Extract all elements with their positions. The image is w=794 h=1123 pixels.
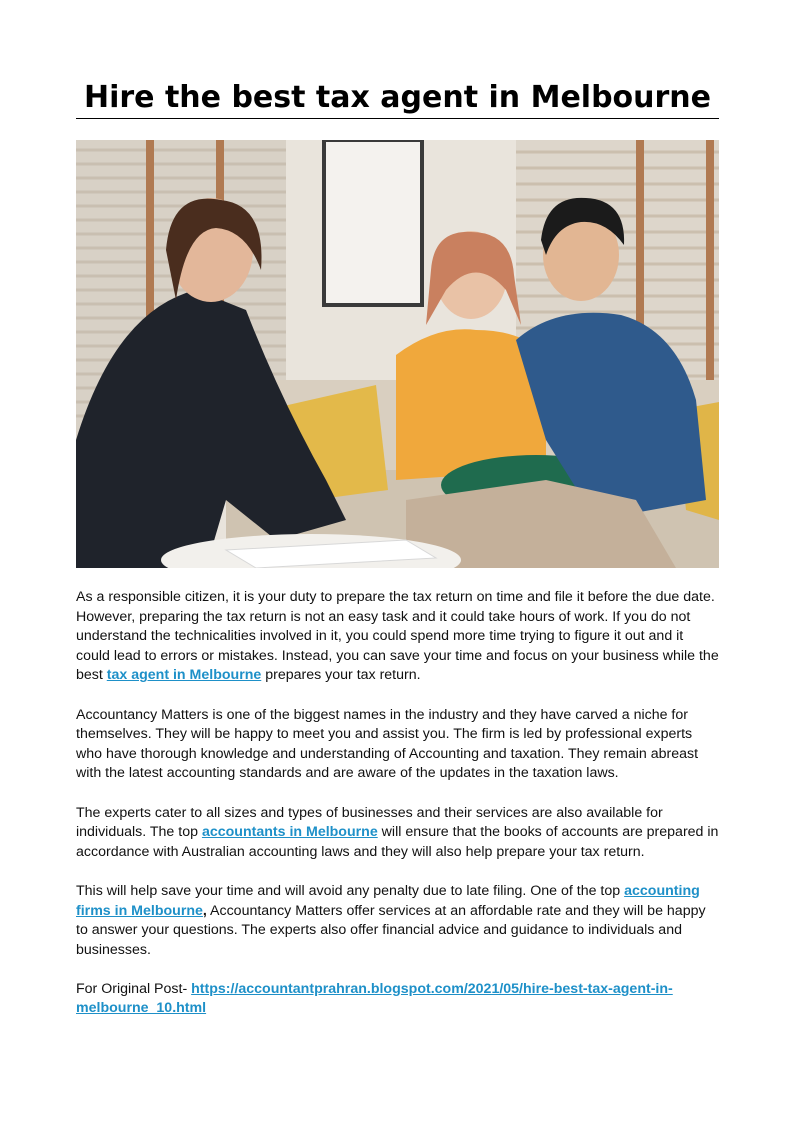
paragraph-1-text-b: prepares your tax return.: [261, 667, 421, 684]
paragraph-4-comma: ,: [202, 902, 207, 919]
hero-photo: [76, 140, 719, 568]
paragraph-4-text-a: This will help save your time and will avoid any penalty due to late filing. One of the top: [76, 882, 625, 899]
accountants-melbourne-link[interactable]: accountants in Melbourne: [201, 824, 378, 841]
paragraph-3-text-a: The experts cater to all sizes and types of businesses and their services are also available for individuals. The top: [76, 804, 663, 841]
paragraph-1-text-a: As a responsible citizen, it is your duty to prepare the tax return on time and file it before the due date. However, preparing the tax return is not an easy task and it could take hours of work. If you do not understand the technicalities involved in it, you could spend more time trying to figure it out and it could lead to errors or mistakes. Instead, you can save your time and focus on your business while the best: [76, 589, 719, 684]
page-title: Hire the best tax agent in Melbourne: [83, 80, 712, 115]
paragraph-4: [76, 882, 719, 960]
original-post-line: [76, 980, 719, 1019]
accounting-firms-melbourne-link[interactable]: accounting firms in Melbourne: [76, 882, 700, 919]
paragraph-3-text-b: will ensure that the books of accounts are prepared in accordance with Australian accounting laws and they will also help prepare your tax return.: [76, 824, 719, 860]
tax-agent-melbourne-link[interactable]: tax agent in Melbourne: [106, 667, 262, 684]
paragraph-1: [76, 588, 719, 686]
paragraph-3: [76, 804, 719, 863]
original-post-link[interactable]: https://accountantprahran.blogspot.com/2021/05/hire-best-tax-agent-in-melbourne_10.html: [76, 980, 673, 1017]
paragraph-2: Accountancy Matters is one of the biggest names in the industry and they have carved a niche for themselves. They will be happy to meet you and assist you. The firm is led by professional experts who have thorough knowledge and understanding of Accounting and taxation. They remain abreast with the latest accounting standards and are aware of the updates in the taxation laws.: [76, 706, 699, 782]
article-body: [76, 588, 719, 1039]
title-underline: [76, 118, 719, 119]
paragraph-4-text-b: Accountancy Matters offer services at an affordable rate and they will be happy to answer your questions. The experts also offer financial advice and guidance to individuals and businesses.: [76, 902, 706, 958]
original-post-label: For Original Post-: [76, 980, 192, 997]
